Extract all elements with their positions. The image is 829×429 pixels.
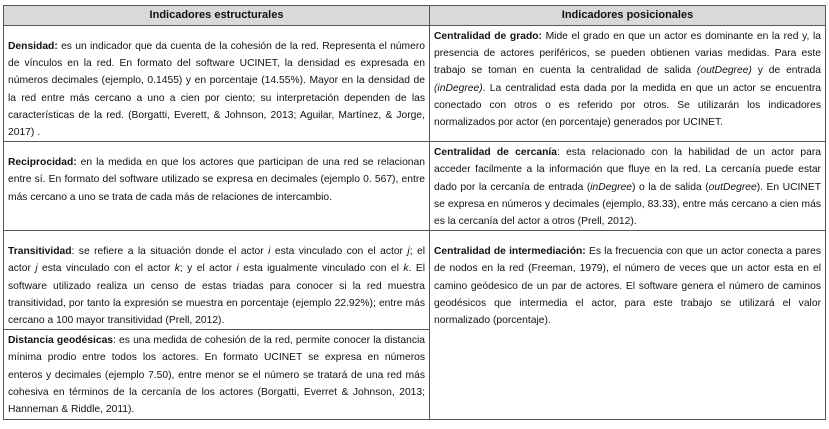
cell-closeness-centrality: Centralidad de cercanía: esta relacionado con la habilidad de un actor para acceder facilmente a la información que fluye en la red. La cercanía puede estar dado por la cercanía de entrada (inDegree) o la de salida (outDegree). En UCINET se expresa en números y decimales (ejemplo, 83.33), entre más cercano a cien más es la cercanía del actor a otros (Prell, 2012).	[430, 142, 826, 231]
desc-density: es un indicador que da cuenta de la cohesión de la red. Representa el número de vínculos en la red. En formato del software UCINET, la densidad es expresada en números decimales (ejemplo, 0.1455) y en porcentaje (14.55%). Mayor en la densidad de la red entre más cercano a uno a cien por ciento; su interpretación dependen de las características de la red. (Borgatti, Everett, & Johnson, 2013; Aguilar, Martínez, & Jorge, 2017) .	[8, 41, 425, 139]
cell-transitivity: Transitividad: se refiere a la situación donde el actor i esta vinculado con el actor j; el actor j esta vinculado con el actor k; y el actor i esta igualmente vinculado con el k. El software utilizado realiza un censo de estas triadas para conocer si la red muestra transitividad, por tanto la expresión se muestra en porcentaje (ejemplo 22.92%); entre más cercano a 100 mayor transitividad (Prell, 2012).	[4, 231, 430, 330]
indicators-table	[3, 5, 826, 420]
term-geodesic-distance: Distancia geodésicas	[8, 335, 114, 347]
header-structural: Indicadores estructurales	[4, 6, 430, 26]
table-row	[4, 142, 826, 231]
cell-degree-centrality: Centralidad de grado: Mide el grado en que un actor es dominante en la red y, la presencia de actores periféricos, se pueden obtienen varias medidas. Para este trabajo se toman en cuenta la centralidad de salida (outDegree) y de entrada (inDegree). La centralidad esta dada por la medida en que un actor se encuentra conectado con otros o es referido por otros. Se utilizarán los indicadores normalizados por actor (en porcentaje) generados por UCINET.	[430, 26, 826, 142]
table-row	[4, 26, 826, 142]
term-degree-centrality: Centralidad de grado:	[434, 31, 542, 42]
header-row	[4, 6, 826, 26]
cell-betweenness-centrality	[430, 231, 826, 420]
cell-reciprocity	[4, 142, 430, 231]
desc-geodesic-distance: : es una medida de cohesión de la red, permite conocer la distancia mínima prodio entre todos los actores. En formato UCINET se expresa en números enteros y decimales (ejemplo 7.50), entre menor se el número se tratará de una red más cohesiva en términos de la cercanía de los actores (Borgatti, Everret & Johnson, 2013; Hanneman & Riddle, 2011).	[8, 335, 425, 416]
table-row	[4, 231, 826, 330]
term-transitivity: Transitividad	[8, 246, 72, 258]
cell-density	[4, 26, 430, 142]
desc-betweenness-centrality: Es la frecuencia con que un actor conecta a pares de nodos en la red (Freeman, 1979), el número de veces que un actor esta en el camino geódesico de un par de actores. El software genera el número de caminos geodésicos que intermedia el actor, para este trabajo se utilizará el valor normalizado (porcentaje).	[434, 246, 821, 327]
desc-reciprocity: en la medida en que los actores que participan de una red se relacionan entre sí. En formato del software utilizado se expresa en decimales (ejemplo 0. 567), entre más cercano a uno se trata de cada más de relaciones de intercambio.	[8, 157, 425, 203]
term-density: Densidad:	[8, 41, 58, 52]
term-reciprocity: Reciprocidad:	[8, 157, 77, 169]
cell-geodesic-distance	[4, 330, 430, 420]
term-closeness-centrality: Centralidad de cercanía	[434, 147, 557, 159]
header-positional: Indicadores posicionales	[430, 6, 826, 26]
term-betweenness-centrality: Centralidad de intermediación:	[434, 246, 586, 258]
